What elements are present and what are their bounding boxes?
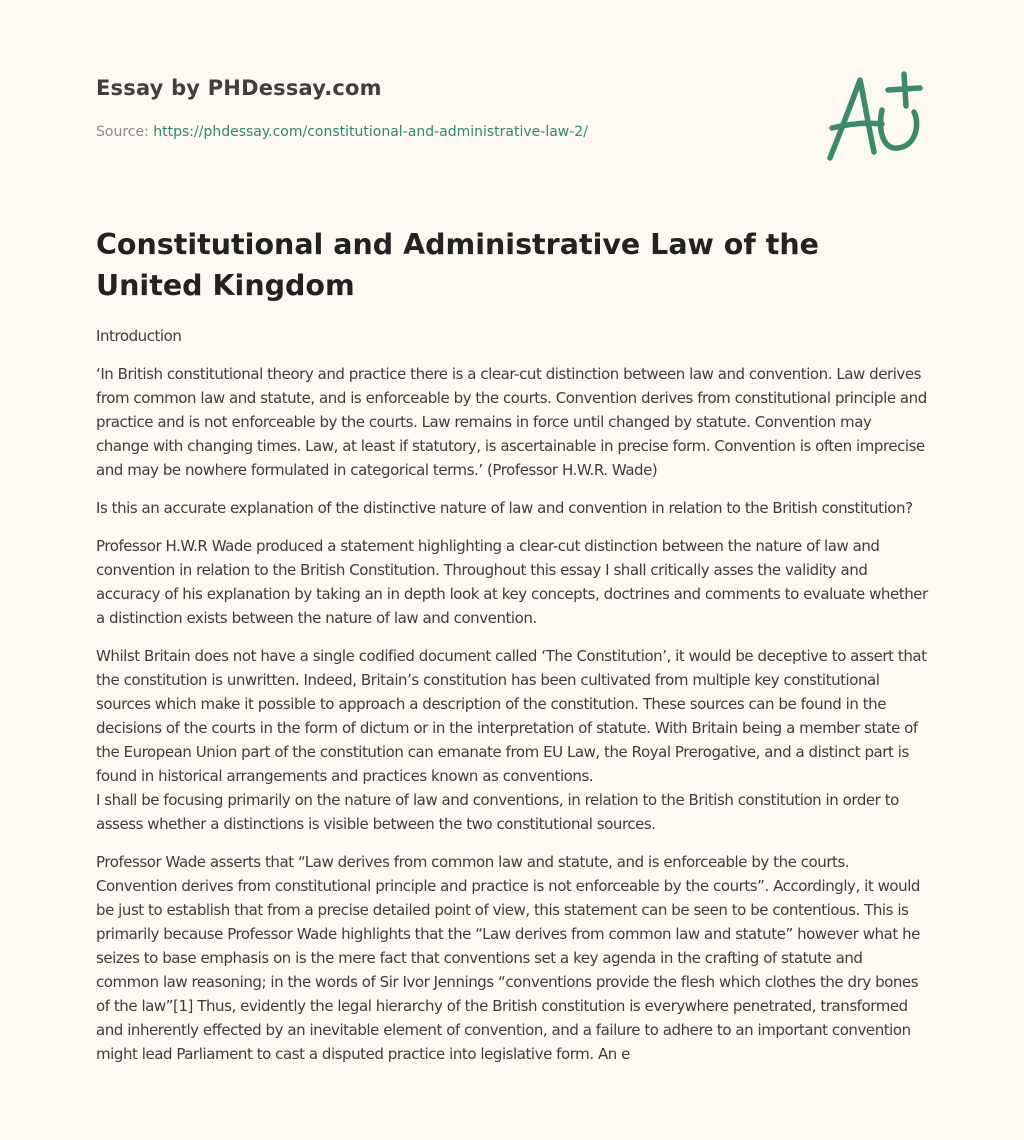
section-heading-introduction: Introduction: [96, 327, 182, 345]
source-line: [96, 124, 588, 140]
source-link[interactable]: https://phdessay.com/constitutional-and-administrative-law-2/: [153, 124, 588, 140]
article-body: [96, 324, 928, 1080]
paragraph: I shall be focusing primarily on the nature of law and conventions, in relation to the British constitution in order to assess whether a distinctions is visible between the two constitutional sources.: [96, 791, 899, 833]
paragraph: Whilst Britain does not have a single codified document called ‘The Constitution’, it would be deceptive to assert that the constitution is unwritten. Indeed, Britain’s constitution has been cultivated from multiple key constitutional sources which make it possible to approach a description of the constitution. These sources can be found in the decisions of the courts in the form of dictum or in the interpretation of statute. With Britain being a member state of the European Union part of the constitution can emanate from EU Law, the Royal Prerogative, and a distinct part is found in historical arrangements and practices known as conventions.: [96, 647, 927, 785]
article-title: Constitutional and Administrative Law of the United Kingdom: [96, 228, 819, 302]
paragraph-question: Is this an accurate explanation of the distinctive nature of law and convention in relation to the British constitution?: [96, 499, 913, 517]
site-brand: Essay by PHDessay.com: [96, 76, 382, 100]
paragraph: Professor Wade asserts that “Law derives from common law and statute, and is enforceable by the courts. Convention derives from constitutional principle and practice is not enforceable by the courts”. Accordingly, it would be just to establish that from a precise detailed point of view, this statement can be seen to be contentious. This is primarily because Professor Wade highlights that the “Law derives from common law and statute” however what he seizes to base emphasis on is the mere fact that conventions set a key agenda in the crafting of statute and common law reasoning; in the words of Sir Ivor Jennings “conventions provide the flesh which clothes the dry bones of the law”[1] Thus, evidently the legal hierarchy of the British constitution is everywhere penetrated, transformed and inherently effected by an inevitable element of convention, and a failure to adhere to an important convention might lead Parliament to cast a disputed practice into legislative form. An e: [96, 853, 920, 1063]
paragraph: Professor H.W.R Wade produced a statement highlighting a clear-cut distinction between the nature of law and convention in relation to the British Constitution. Throughout this essay I shall critically asses the validity and accuracy of his explanation by taking an in depth look at key concepts, doctrines and comments to evaluate whether a distinction exists between the nature of law and convention.: [96, 537, 928, 627]
source-label: Source:: [96, 124, 154, 140]
paragraph-quote: ‘In British constitutional theory and practice there is a clear-cut distinction between law and convention. Law derives from common law and statute, and is enforceable by the courts. Convention derives from constitutional principle and practice and is not enforceable by the courts. Law remains in force until changed by statute. Convention may change with changing times. Law, at least if statutory, is ascertainable in precise form. Convention is often imprecise and may be nowhere formulated in categorical terms.’ (Professor H.W.R. Wade): [96, 365, 927, 479]
a-plus-logo-icon: [824, 68, 928, 164]
